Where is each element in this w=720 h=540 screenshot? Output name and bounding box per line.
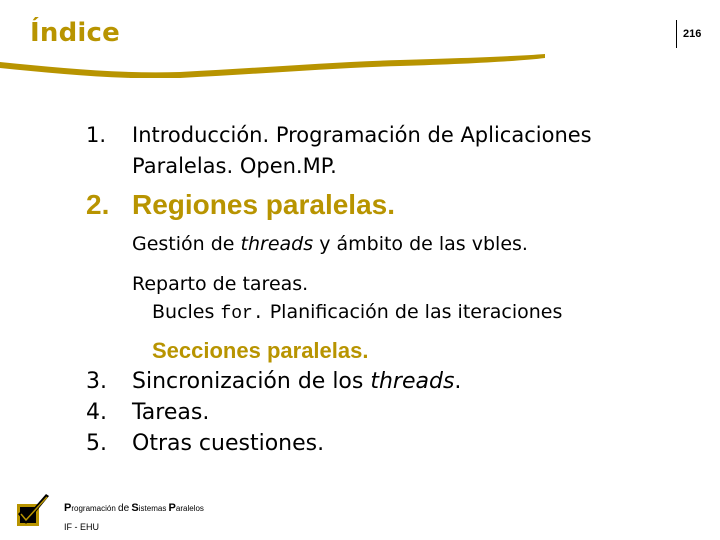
- item-text-part: .: [454, 369, 462, 394]
- footer-institution: IF - EHU: [64, 522, 99, 532]
- footer-course: [64, 502, 204, 515]
- item-number: 3.: [86, 369, 107, 394]
- page-number-box: [676, 20, 701, 48]
- footer: [64, 502, 204, 536]
- subitem-text: Bucles: [152, 301, 215, 323]
- index-list: [86, 120, 592, 459]
- subitem-text: Planificación de las iteraciones: [269, 301, 563, 323]
- slide-title: Índice: [30, 18, 120, 48]
- subitem-threads: [86, 230, 592, 258]
- footer-initial: S: [131, 502, 139, 514]
- subitem-reparto: [86, 270, 592, 298]
- item-italic: threads: [370, 369, 455, 394]
- checkmark-box-icon: [14, 494, 52, 530]
- footer-word: de: [118, 503, 130, 514]
- footer-initial: P: [168, 502, 176, 514]
- list-item-2: [86, 188, 592, 222]
- subitem-bucles: [86, 298, 592, 328]
- item-number: 1.: [86, 123, 107, 147]
- list-item-5: [86, 428, 592, 459]
- subitem-text: y ámbito de las vbles.: [319, 233, 528, 255]
- subitem-text: Gestión de: [132, 233, 235, 255]
- item-label: Tareas.: [132, 400, 210, 425]
- footer-initial: P: [64, 502, 72, 514]
- footer-word: istemas: [138, 504, 167, 513]
- page-number: 216: [683, 28, 702, 40]
- subitem-code: for.: [220, 304, 264, 324]
- subitem-italic: threads: [240, 233, 314, 255]
- subitem-secciones: Secciones paralelas.: [152, 338, 369, 363]
- list-item-3: [86, 366, 592, 397]
- list-item-1: [86, 120, 592, 182]
- item-line: Introducción. Programación de Aplicaciones: [132, 123, 592, 147]
- item-line: Paralelas. Open.MP.: [132, 154, 337, 178]
- item-number: 4.: [86, 400, 107, 425]
- list-item-4: [86, 397, 592, 428]
- item-text: [132, 120, 592, 182]
- footer-word: rogramación: [71, 504, 116, 513]
- subitem-text: Reparto de tareas.: [132, 273, 309, 295]
- footer-word: aralelos: [175, 504, 204, 513]
- item-label: Otras cuestiones.: [132, 431, 325, 456]
- item-text: [132, 366, 461, 397]
- item-label: Regiones paralelas.: [132, 189, 396, 220]
- item-number: 5.: [86, 431, 107, 456]
- item-number: 2.: [86, 189, 110, 220]
- title-underline-stroke: [0, 48, 560, 78]
- item-text-part: Sincronización de los: [132, 369, 364, 394]
